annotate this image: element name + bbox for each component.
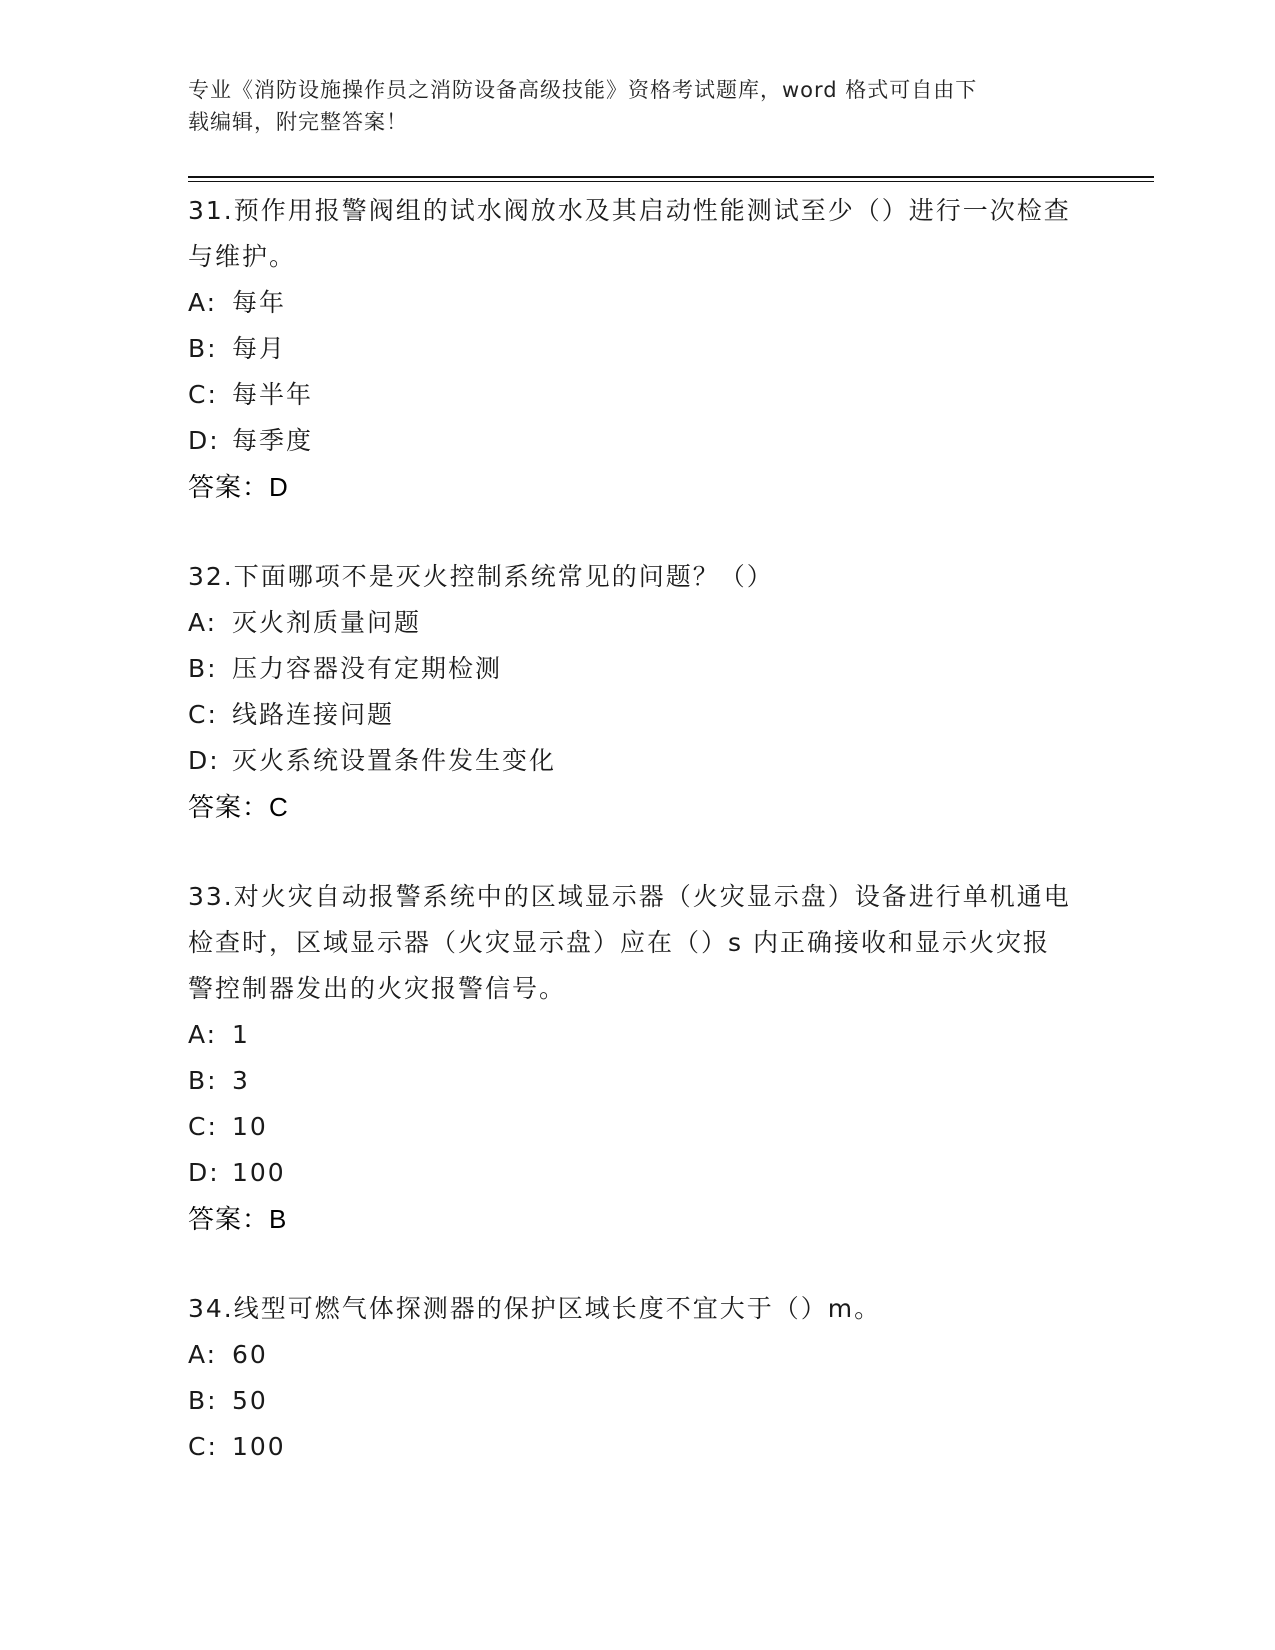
option-text: 60 <box>232 1340 268 1369</box>
header-line-2: 载编辑，附完整答案！ <box>188 110 408 134</box>
option-text: 50 <box>232 1386 268 1415</box>
question-31 <box>188 188 1088 510</box>
question-stem: 34.线型可燃气体探测器的保护区域长度不宜大于（）m。 <box>188 1294 882 1323</box>
option-text: 压力容器没有定期检测 <box>232 654 503 683</box>
document-header <box>188 74 1068 138</box>
question-33 <box>188 874 1088 1242</box>
option-text: 灭火系统设置条件发生变化 <box>232 746 557 775</box>
option-label: C: <box>188 380 218 409</box>
answer-line: 答案：C <box>188 792 289 822</box>
answer-line: 答案：B <box>188 1204 288 1234</box>
option-d <box>188 418 1088 464</box>
option-label: B: <box>188 1386 218 1415</box>
header-divider-thick <box>188 176 1154 178</box>
option-label: D: <box>188 1158 220 1187</box>
option-label: B: <box>188 654 218 683</box>
option-c <box>188 1424 1088 1470</box>
option-label: C: <box>188 1112 218 1141</box>
option-text: 3 <box>232 1066 250 1095</box>
header-line-1: 专业《消防设施操作员之消防设备高级技能》资格考试题库，word 格式可自由下 <box>188 78 978 102</box>
option-b <box>188 1378 1088 1424</box>
option-text: 每半年 <box>232 380 314 409</box>
option-text: 10 <box>232 1112 268 1141</box>
option-label: A: <box>188 1020 218 1049</box>
option-c <box>188 372 1088 418</box>
option-text: 100 <box>232 1158 286 1187</box>
question-stem: 31.预作用报警阀组的试水阀放水及其启动性能测试至少（）进行一次检查与维护。 <box>188 196 1071 271</box>
option-text: 每年 <box>232 288 287 317</box>
option-c <box>188 1104 1088 1150</box>
option-label: B: <box>188 1066 218 1095</box>
option-text: 每月 <box>232 334 287 363</box>
option-a <box>188 280 1088 326</box>
option-text: 线路连接问题 <box>232 700 395 729</box>
option-a <box>188 1012 1088 1058</box>
header-divider-thin <box>188 181 1154 182</box>
question-stem: 32.下面哪项不是灭火控制系统常见的问题？（） <box>188 562 774 591</box>
option-text: 每季度 <box>232 426 314 455</box>
question-32 <box>188 554 1088 830</box>
option-d <box>188 738 1088 784</box>
option-label: D: <box>188 746 220 775</box>
question-list <box>188 188 1088 1514</box>
option-c <box>188 692 1088 738</box>
option-b <box>188 326 1088 372</box>
option-label: A: <box>188 608 218 637</box>
option-b <box>188 646 1088 692</box>
option-text: 100 <box>232 1432 286 1461</box>
option-label: C: <box>188 1432 218 1461</box>
option-b <box>188 1058 1088 1104</box>
answer-line: 答案：D <box>188 472 289 502</box>
option-a <box>188 600 1088 646</box>
option-label: C: <box>188 700 218 729</box>
option-text: 1 <box>232 1020 250 1049</box>
question-34 <box>188 1286 1088 1470</box>
option-label: A: <box>188 1340 218 1369</box>
option-text: 灭火剂质量问题 <box>232 608 422 637</box>
option-label: D: <box>188 426 220 455</box>
option-label: A: <box>188 288 218 317</box>
option-label: B: <box>188 334 218 363</box>
option-a <box>188 1332 1088 1378</box>
option-d <box>188 1150 1088 1196</box>
question-stem: 33.对火灾自动报警系统中的区域显示器（火灾显示盘）设备进行单机通电检查时，区域显示器（火灾显示盘）应在（）s 内正确接收和显示火灾报警控制器发出的火灾报警信号。 <box>188 882 1071 1003</box>
